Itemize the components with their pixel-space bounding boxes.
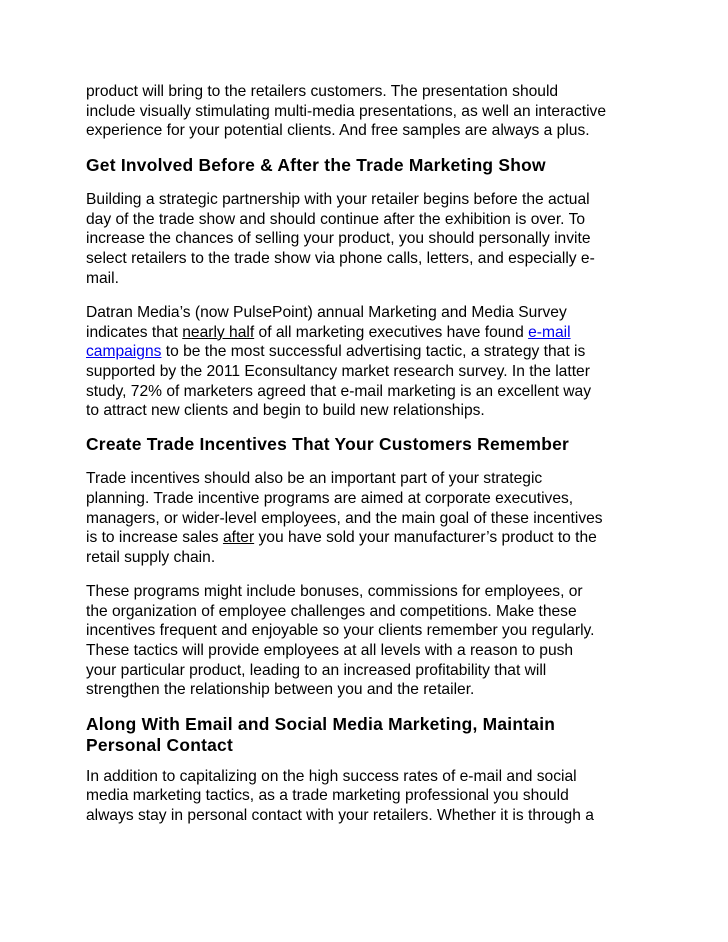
paragraph-line — [86, 342, 646, 362]
paragraph-line: managers, or wider-level employees, and the main goal of these incentives — [86, 509, 603, 527]
paragraph-line: Trade incentives should also be an important part of your strategic — [86, 470, 543, 488]
inline-text: is to increase sales — [86, 529, 223, 547]
underlined-word: after — [222, 529, 255, 547]
inline-text: of all marketing executives have found — [254, 323, 529, 341]
paragraph-line: include visually stimulating multi-media presentations, as well an interactive — [86, 102, 607, 120]
paragraph-line: Datran Media’s (now PulsePoint) annual Marketing and Media Survey — [86, 304, 567, 322]
paragraph-line: incentives frequent and enjoyable so your clients remember you regularly. — [86, 622, 595, 640]
document-page — [86, 82, 646, 826]
paragraph-line: to attract new clients and begin to build new relationships. — [86, 402, 485, 420]
incentive-programs-paragraph — [86, 582, 646, 700]
paragraph-line: your particular product, leading to an increased profitability that will — [86, 661, 547, 679]
paragraph-line: strengthen the relationship between you and the retailer. — [86, 681, 475, 699]
underlined-phrase: nearly half — [182, 323, 255, 341]
trade-incentives-paragraph — [86, 469, 646, 567]
paragraph-line: day of the trade show and should continue after the exhibition is over. To — [86, 210, 586, 228]
paragraph-line: planning. Trade incentive programs are aimed at corporate executives, — [86, 489, 574, 507]
intro-paragraph — [86, 82, 646, 141]
paragraph-line: media marketing tactics, as a trade marketing professional you should — [86, 787, 569, 805]
paragraph-line — [86, 528, 646, 548]
paragraph-line: supported by the 2011 Econsultancy market research survey. In the latter — [86, 363, 590, 381]
heading-line: Personal Contact — [86, 735, 234, 756]
paragraph-line: mail. — [86, 269, 119, 287]
inline-text: indicates that — [86, 323, 183, 341]
section-heading-trade-show: Get Involved Before & After the Trade Marketing Show — [86, 154, 546, 175]
building-partnership-paragraph — [86, 190, 646, 288]
paragraph-line: These tactics will provide employees at all levels with a reason to push — [86, 642, 574, 660]
inline-text: you have sold your manufacturer’s product to the — [254, 529, 597, 547]
section-heading-incentives: Create Trade Incentives That Your Customers Remember — [86, 433, 570, 454]
paragraph-line: Building a strategic partnership with your retailer begins before the actual — [86, 191, 590, 209]
heading-line: Along With Email and Social Media Marketing, Maintain — [86, 713, 556, 734]
paragraph-line: the organization of employee challenges and competitions. Make these — [86, 602, 577, 620]
personal-contact-paragraph — [86, 767, 646, 826]
section-heading-personal-contact — [86, 714, 646, 757]
paragraph-line: always stay in personal contact with your retailers. Whether it is through a — [86, 807, 594, 825]
email-campaigns-link[interactable]: e-mail — [528, 323, 571, 341]
paragraph-line: product will bring to the retailers customers. The presentation should — [86, 83, 559, 100]
datran-survey-paragraph — [86, 303, 646, 421]
paragraph-line: experience for your potential clients. And free samples are always a plus. — [86, 122, 590, 140]
paragraph-line: select retailers to the trade show via phone calls, letters, and especially e- — [86, 250, 595, 268]
paragraph-line — [86, 323, 646, 343]
paragraph-line: study, 72% of marketers agreed that e-mail marketing is an excellent way — [86, 382, 592, 400]
paragraph-line: In addition to capitalizing on the high success rates of e-mail and social — [86, 767, 577, 785]
inline-text: to be the most successful advertising tactic, a strategy that is — [161, 343, 586, 361]
paragraph-line: These programs might include bonuses, commissions for employees, or — [86, 583, 583, 601]
email-campaigns-link-continued[interactable]: campaigns — [86, 343, 162, 361]
paragraph-line: increase the chances of selling your product, you should personally invite — [86, 230, 591, 248]
paragraph-line: retail supply chain. — [86, 548, 216, 566]
